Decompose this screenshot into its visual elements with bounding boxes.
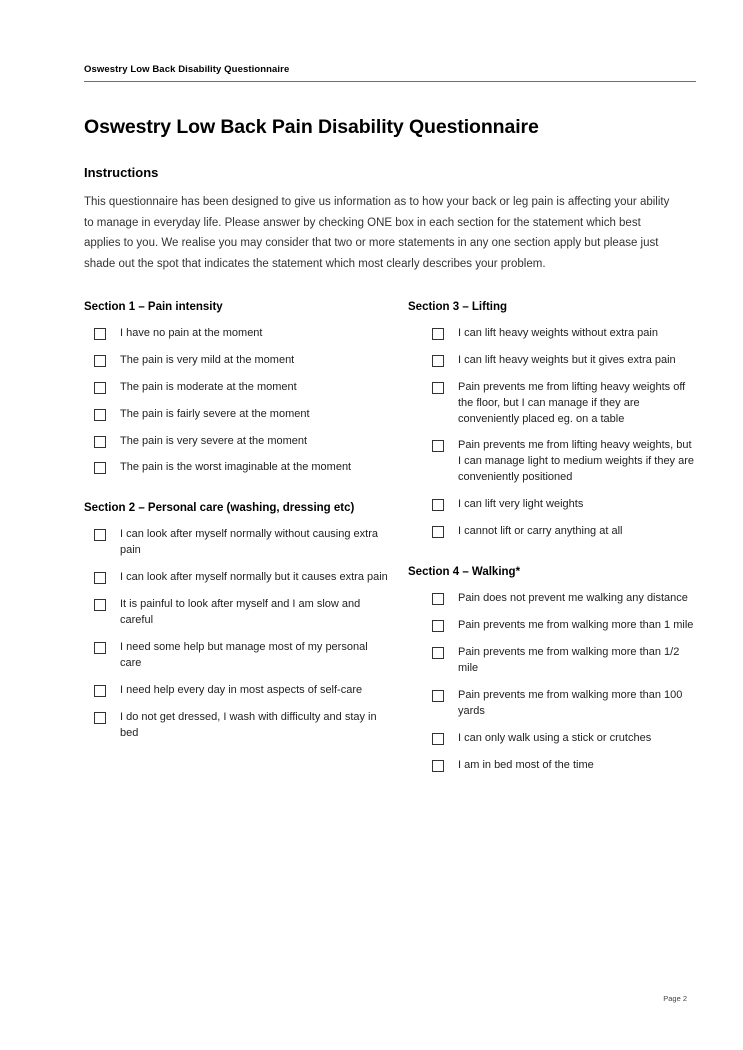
option-row[interactable] [408, 438, 696, 486]
checkbox-icon[interactable] [94, 355, 106, 367]
section-lifting [408, 301, 696, 540]
option-row[interactable] [84, 640, 390, 672]
section-title: Section 3 – Lifting [408, 300, 508, 313]
option-label: I am in bed most of the time [458, 758, 594, 771]
checkbox-icon[interactable] [94, 436, 106, 448]
option-row[interactable] [408, 497, 696, 513]
section-pain-intensity [84, 301, 390, 477]
page-content [84, 64, 696, 796]
checkbox-icon[interactable] [94, 409, 106, 421]
section-walking [408, 566, 696, 774]
instructions-heading: Instructions [84, 165, 159, 180]
option-row[interactable] [84, 326, 390, 342]
option-row[interactable] [84, 683, 390, 699]
option-row[interactable] [84, 434, 390, 450]
checkbox-icon[interactable] [432, 499, 444, 511]
option-row[interactable] [84, 710, 390, 742]
option-label: Pain prevents me from walking more than 1/2 mile [458, 646, 680, 674]
checkbox-icon[interactable] [94, 599, 106, 611]
checkbox-icon[interactable] [94, 712, 106, 724]
option-row[interactable] [408, 380, 696, 428]
option-label: The pain is moderate at the moment [120, 380, 297, 393]
option-label: I can look after myself normally but it causes extra pain [120, 571, 388, 584]
option-label: I can look after myself normally without causing extra pain [120, 528, 379, 557]
option-row[interactable] [84, 597, 390, 629]
right-column [390, 301, 696, 796]
checkbox-icon[interactable] [432, 647, 444, 659]
option-row[interactable] [84, 527, 390, 559]
option-label: Pain prevents me from walking more than 100 yards [458, 688, 683, 717]
option-row[interactable] [408, 524, 696, 540]
option-label: I need some help but manage most of my personal care [120, 641, 368, 669]
option-row[interactable] [408, 591, 696, 607]
option-label: Pain prevents me from lifting heavy weights, but I can manage light to medium weights if they are conveniently positioned [458, 439, 695, 484]
checkbox-icon[interactable] [432, 620, 444, 632]
checkbox-icon[interactable] [432, 760, 444, 772]
checkbox-icon[interactable] [94, 462, 106, 474]
option-row[interactable] [408, 326, 696, 342]
running-header: Oswestry Low Back Disability Questionnaire [84, 64, 696, 82]
instructions-body: This questionnaire has been designed to give us information as to how your back or leg pain is affecting your ability to manage in everyday life. Please answer by checking ONE box in each section for the statement which best applies to you. We realise you may consider that two or more statements in any one section apply but please just shade out the spot that indicates the statement which most clearly describes your problem. [84, 196, 670, 271]
option-row[interactable] [408, 618, 696, 634]
checkbox-icon[interactable] [94, 685, 106, 697]
option-label: It is painful to look after myself and I am slow and careful [120, 598, 361, 627]
checkbox-icon[interactable] [94, 529, 106, 541]
checkbox-icon[interactable] [432, 733, 444, 745]
option-label: I have no pain at the moment [120, 326, 263, 339]
option-label: Pain prevents me from walking more than 1 mile [458, 619, 694, 632]
checkbox-icon[interactable] [94, 642, 106, 654]
option-label: The pain is very severe at the moment [120, 434, 308, 447]
option-row[interactable] [408, 688, 696, 720]
checkbox-icon[interactable] [432, 690, 444, 702]
checkbox-icon[interactable] [432, 526, 444, 538]
option-row[interactable] [84, 407, 390, 423]
option-row[interactable] [408, 645, 696, 677]
option-label: I cannot lift or carry anything at all [458, 525, 623, 538]
option-label: I can lift very light weights [458, 498, 584, 511]
checkbox-icon[interactable] [94, 328, 106, 340]
option-label: Pain does not prevent me walking any distance [458, 592, 688, 605]
section-personal-care [84, 502, 390, 741]
checkbox-icon[interactable] [432, 328, 444, 340]
checkbox-icon[interactable] [94, 572, 106, 584]
checkbox-icon[interactable] [432, 355, 444, 367]
option-row[interactable] [408, 731, 696, 747]
page-footer-number: Page 2 [663, 994, 687, 1003]
option-label: I can lift heavy weights but it gives extra pain [458, 353, 676, 366]
option-row[interactable] [84, 380, 390, 396]
option-row[interactable] [84, 570, 390, 586]
option-label: The pain is the worst imaginable at the moment [120, 461, 352, 474]
checkbox-icon[interactable] [432, 382, 444, 394]
option-label: I need help every day in most aspects of self-care [120, 683, 363, 696]
option-label: I can only walk using a stick or crutches [458, 731, 652, 744]
option-label: The pain is fairly severe at the moment [120, 407, 310, 420]
section-title: Section 2 – Personal care (washing, dressing etc) [84, 502, 355, 515]
option-row[interactable] [408, 758, 696, 774]
section-title: Section 1 – Pain intensity [84, 300, 223, 313]
section-title: Section 4 – Walking* [408, 566, 521, 579]
option-label: I can lift heavy weights without extra pain [458, 326, 658, 339]
option-row[interactable] [408, 353, 696, 369]
option-label: Pain prevents me from lifting heavy weights off the floor, but I can manage if they are conveniently placed eg. on a table [458, 380, 686, 425]
page-title: Oswestry Low Back Pain Disability Questionnaire [84, 116, 539, 138]
option-row[interactable] [84, 353, 390, 369]
left-column [84, 301, 390, 796]
checkbox-icon[interactable] [432, 440, 444, 452]
sections-columns [84, 301, 696, 796]
checkbox-icon[interactable] [94, 382, 106, 394]
checkbox-icon[interactable] [432, 593, 444, 605]
option-label: The pain is very mild at the moment [120, 353, 295, 366]
option-row[interactable] [84, 460, 390, 476]
option-label: I do not get dressed, I wash with difficulty and stay in bed [120, 710, 377, 739]
